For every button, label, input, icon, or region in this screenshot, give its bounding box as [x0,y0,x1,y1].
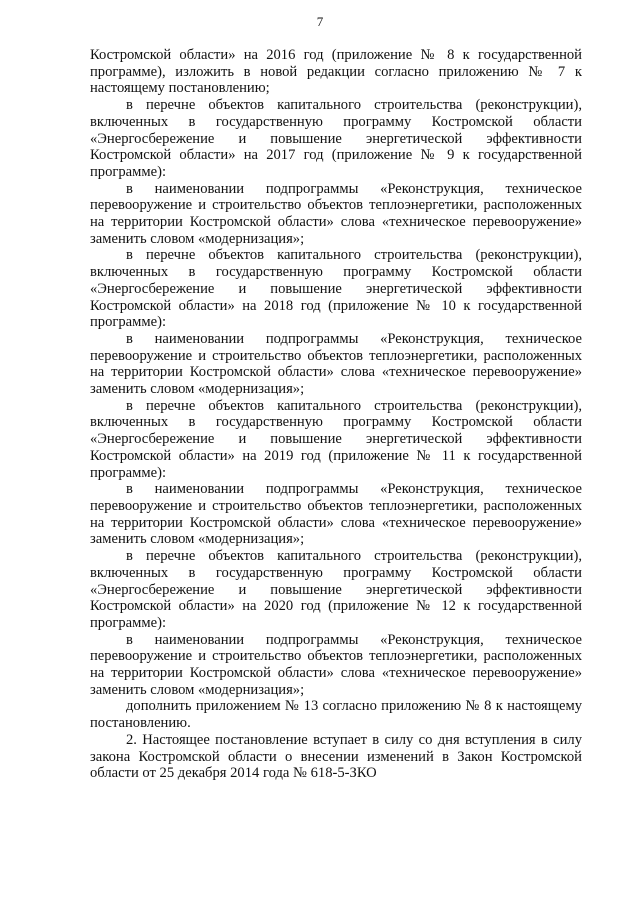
paragraph-list-2017: в перечне объектов капитального строительства (реконструкции), включенных в государственную программу Костромской области «Энергосбережение и повышение энергетической эффективности Костромской области» на 2017 год (приложение № 9 к государственной программе): [90,97,582,180]
paragraph-list-2020: в перечне объектов капитального строительства (реконструкции), включенных в государственную программу Костромской области «Энергосбережение и повышение энергетической эффективности Костромской области» на 2020 год (приложение № 12 к государственной программе): [90,548,582,631]
paragraph-list-2018: в перечне объектов капитального строительства (реконструкции), включенных в государственную программу Костромской области «Энергосбережение и повышение энергетической эффективности Костромской области» на 2018 год (приложение № 10 к государственной программе): [90,247,582,331]
paragraph-add-appendix: дополнить приложением № 13 согласно приложению № 8 к настоящему постановлению. [90,698,582,732]
paragraph-rename-2018: в наименовании подпрограммы «Реконструкция, техническое перевооружение и строительство объектов теплоэнергетики, расположенных на территории Костромской области» слова «техническое перевооружение» заменить словом «модернизация»; [90,330,582,398]
paragraph-list-2019: в перечне объектов капитального строительства (реконструкции), включенных в государственную программу Костромской области «Энергосбережение и повышение энергетической эффективности Костромской области» на 2019 год (приложение № 11 к государственной программе): [90,397,582,481]
page-number: 7 [316,14,324,29]
paragraph-rename-2017: в наименовании подпрограммы «Реконструкция, техническое перевооружение и строительство объектов теплоэнергетики, расположенных на территории Костромской области» слова «техническое перевооружение» заменить словом «модернизация»; [90,180,582,247]
paragraph-effective-date: 2. Настоящее постановление вступает в силу со дня вступления в силу закона Костромской области о внесении изменений в Закон Костромской области от 25 декабря 2014 года № 618-5-ЗКО [90,731,582,782]
paragraph-rename-2019: в наименовании подпрограммы «Реконструкция, техническое перевооружение и строительство объектов теплоэнергетики, расположенных на территории Костромской области» слова «техническое перевооружение» заменить словом «модернизация»; [90,481,582,548]
paragraph-continuation: Костромской области» на 2016 год (приложение № 8 к государственной программе), изложить в новой редакции согласно приложению № 7 к настоящему постановлению; [90,47,582,97]
paragraph-rename-2020: в наименовании подпрограммы «Реконструкция, техническое перевооружение и строительство объектов теплоэнергетики, расположенных на территории Костромской области» слова «техническое перевооружение» заменить словом «модернизация»; [90,631,582,698]
document-body [90,47,582,782]
